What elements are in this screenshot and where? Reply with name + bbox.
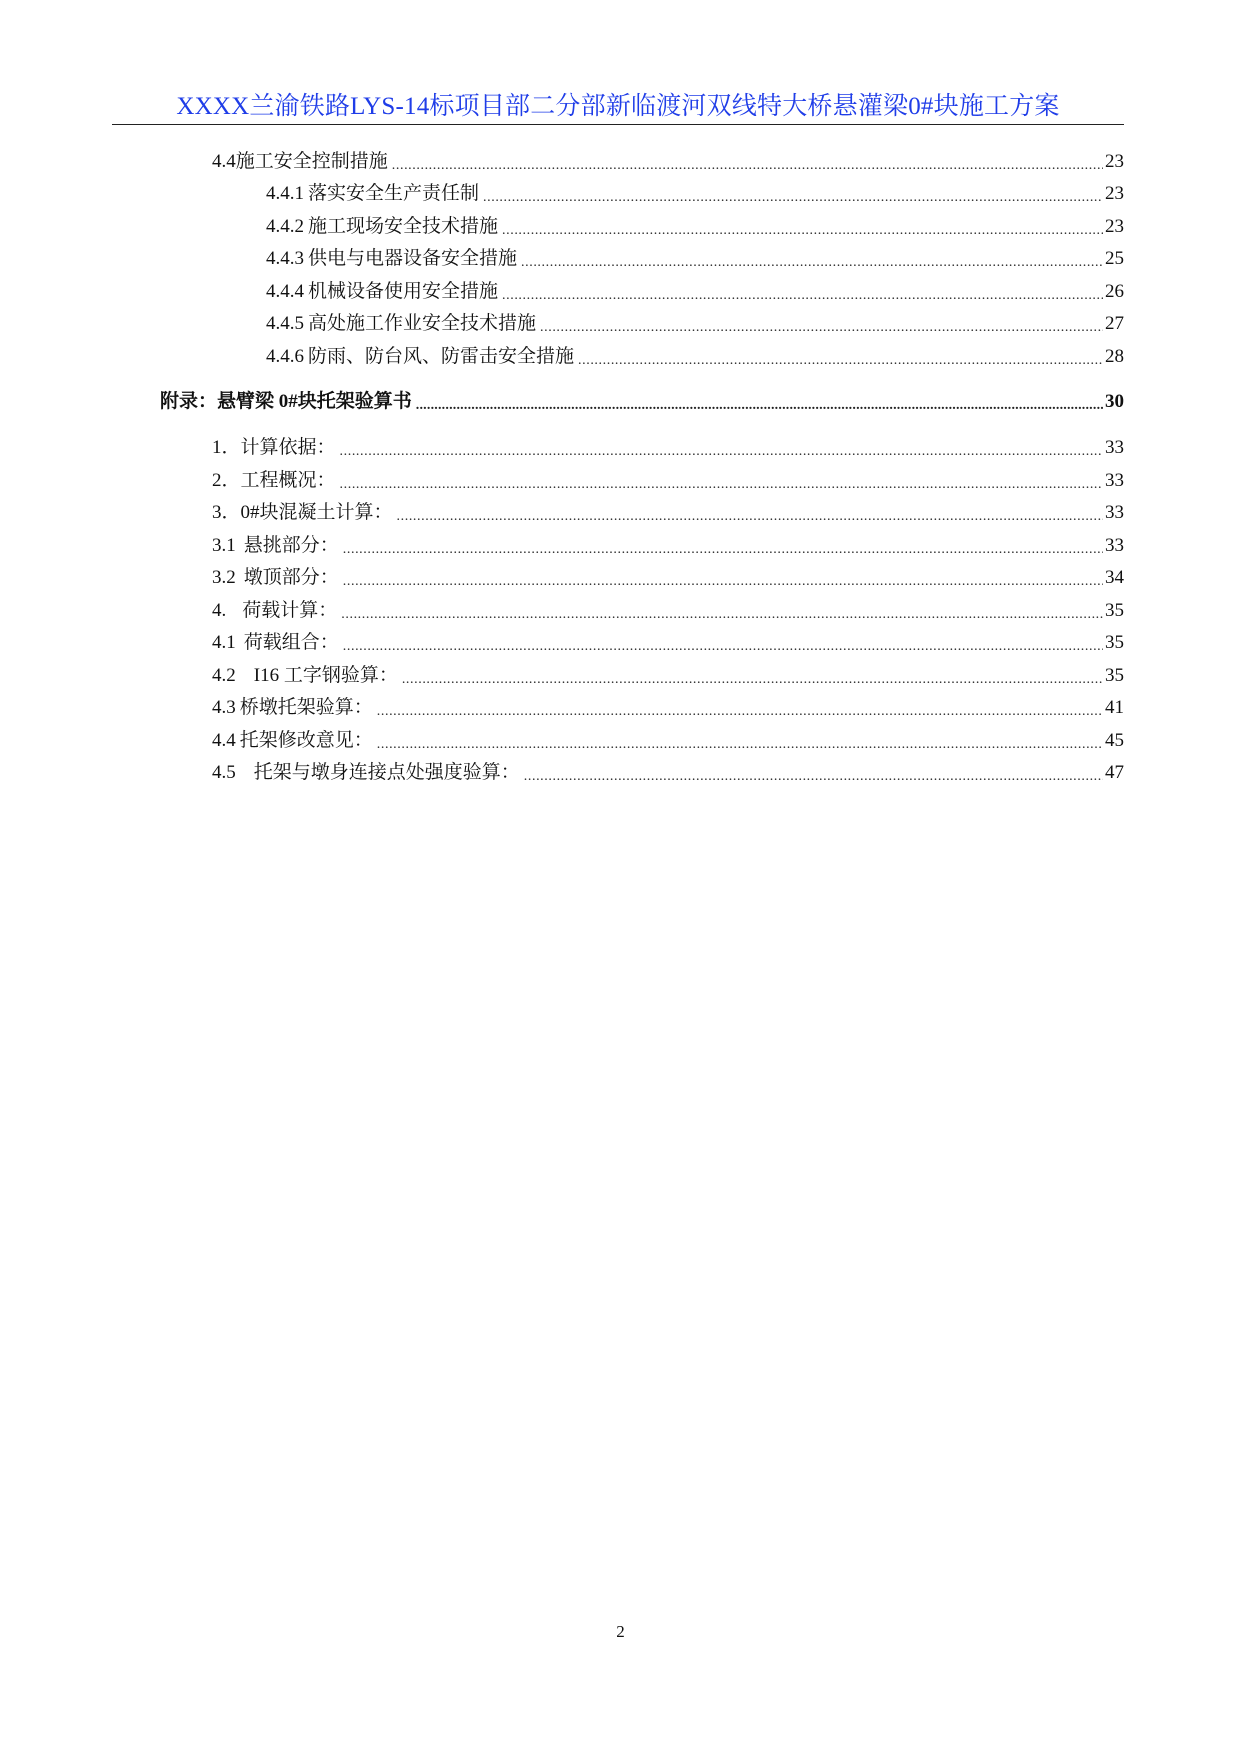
page-number: 2 — [616, 1622, 625, 1641]
toc-dot-leader — [540, 311, 1103, 337]
toc-entry-number: 4.4 — [212, 151, 236, 172]
toc-entry-title: 悬挑部分： — [243, 535, 339, 556]
toc-dot-leader — [343, 565, 1103, 591]
toc-entry-number: 4.5 — [212, 762, 236, 783]
toc-entry-title: 工程概况： — [240, 470, 336, 491]
toc-entry-page: 47 — [1105, 762, 1124, 783]
toc-entry-3[interactable] — [212, 500, 1124, 526]
toc-dot-leader — [392, 149, 1103, 175]
toc-entry-number: 1． — [212, 437, 241, 458]
toc-entry-4-4[interactable] — [212, 149, 1124, 175]
page-header-title: XXXX兰渝铁路LYS-14标项目部二分部新临渡河双线特大桥悬灌梁0#块施工方案 — [176, 93, 1060, 120]
toc-entry-page: 35 — [1105, 632, 1124, 653]
toc-entry-title: 托架与墩身连接点处强度验算： — [253, 762, 520, 783]
toc-dot-leader — [578, 344, 1103, 370]
toc-entry-number: 4.4 — [212, 730, 236, 751]
toc-dot-leader — [502, 279, 1103, 305]
toc-entry-title: 施工现场安全技术措施 — [308, 216, 499, 237]
toc-entry-title: 施工安全控制措施 — [235, 151, 388, 172]
toc-entry-3-2[interactable] — [212, 565, 1124, 591]
toc-entry-page: 27 — [1105, 313, 1124, 334]
toc-entry-number: 4.4.5 — [266, 313, 304, 334]
toc-entry-page: 33 — [1105, 535, 1124, 556]
toc-dot-leader — [340, 435, 1103, 461]
toc-entry-title: 墩顶部分： — [243, 567, 339, 588]
toc-entry-4-4-4[interactable] — [266, 279, 1124, 305]
toc-entry-title: 计算依据： — [240, 437, 336, 458]
toc-dot-leader — [483, 181, 1103, 207]
toc-dot-leader — [402, 663, 1103, 689]
toc-entry-title: 0#块混凝土计算： — [240, 502, 393, 523]
toc-entry-page: 23 — [1105, 151, 1124, 172]
toc-dot-leader — [524, 760, 1103, 786]
toc-entry-page: 41 — [1105, 697, 1124, 718]
toc-entry-page: 23 — [1105, 183, 1124, 204]
toc-entry-page: 26 — [1105, 281, 1124, 302]
toc-dot-leader — [502, 214, 1103, 240]
toc-entry-number: 3． — [212, 502, 241, 523]
toc-entry-number: 4. — [212, 600, 227, 621]
toc-dot-leader — [397, 500, 1103, 526]
toc-entry-number: 4.1 — [212, 632, 236, 653]
toc-entry-number: 2． — [212, 470, 241, 491]
toc-dot-leader — [416, 389, 1103, 415]
toc-dot-leader — [341, 598, 1103, 624]
toc-entry-title: 机械设备使用安全措施 — [308, 281, 499, 302]
toc-entry-4-3[interactable] — [212, 695, 1124, 721]
toc-entry-4-4-3[interactable] — [266, 246, 1124, 272]
toc-entry-title: 荷载组合： — [243, 632, 339, 653]
toc-entry-number: 4.3 — [212, 697, 236, 718]
toc-dot-leader — [521, 246, 1103, 272]
toc-entry-page: 34 — [1105, 567, 1124, 588]
toc-entry-number: 4.2 — [212, 665, 236, 686]
toc-dot-leader — [377, 728, 1103, 754]
toc-entry-number: 4.4.2 — [266, 216, 304, 237]
toc-entry-1[interactable] — [212, 435, 1124, 461]
toc-entry-page: 35 — [1105, 665, 1124, 686]
toc-entry-4-4-1[interactable] — [266, 181, 1124, 207]
toc-entry-number: 4.4.6 — [266, 346, 304, 367]
toc-dot-leader — [340, 468, 1103, 494]
toc-dot-leader — [377, 695, 1103, 721]
toc-entry-4-1[interactable] — [212, 630, 1124, 656]
toc-entry-title: 防雨、防台风、防雷击安全措施 — [308, 346, 575, 367]
toc-dot-leader — [343, 630, 1103, 656]
toc-entry-4-4-2[interactable] — [266, 214, 1124, 240]
toc-entry-page: 45 — [1105, 730, 1124, 751]
toc-entry-number: 3.2 — [212, 567, 236, 588]
toc-entry-page: 28 — [1105, 346, 1124, 367]
toc-entry-page: 33 — [1105, 470, 1124, 491]
toc-entry-4-2[interactable] — [212, 663, 1124, 689]
toc-entry-2[interactable] — [212, 468, 1124, 494]
toc-entry-appendix[interactable] — [160, 389, 1124, 415]
toc-entry-4[interactable] — [212, 598, 1124, 624]
toc-entry-title: 附录：悬臂梁 0#块托架验算书 — [160, 391, 412, 412]
toc-dot-leader — [343, 533, 1103, 559]
toc-entry-title: 桥墩托架验算： — [239, 697, 373, 718]
toc-entry-title: I16 工字钢验算： — [253, 665, 398, 686]
toc-entry-4-4-mod[interactable] — [212, 728, 1124, 754]
toc-entry-title: 落实安全生产责任制 — [308, 183, 480, 204]
toc-entry-4-4-6[interactable] — [266, 344, 1124, 370]
toc-entry-4-4-5[interactable] — [266, 311, 1124, 337]
toc-entry-page: 35 — [1105, 600, 1124, 621]
toc-entry-page: 25 — [1105, 248, 1124, 269]
toc-entry-number: 4.4.3 — [266, 248, 304, 269]
toc-entry-3-1[interactable] — [212, 533, 1124, 559]
toc-entry-number: 3.1 — [212, 535, 236, 556]
toc-entry-page: 33 — [1105, 437, 1124, 458]
toc-entry-page: 33 — [1105, 502, 1124, 523]
toc-entry-number: 4.4.4 — [266, 281, 304, 302]
toc-entry-page: 23 — [1105, 216, 1124, 237]
toc-entry-4-5[interactable] — [212, 760, 1124, 786]
toc-entry-page: 30 — [1105, 391, 1124, 412]
toc-entry-title: 高处施工作业安全技术措施 — [308, 313, 537, 334]
toc-entry-title: 供电与电器设备安全措施 — [308, 248, 518, 269]
toc-entry-title: 荷载计算： — [242, 600, 338, 621]
toc-entry-number: 4.4.1 — [266, 183, 304, 204]
toc-entry-title: 托架修改意见： — [239, 730, 373, 751]
